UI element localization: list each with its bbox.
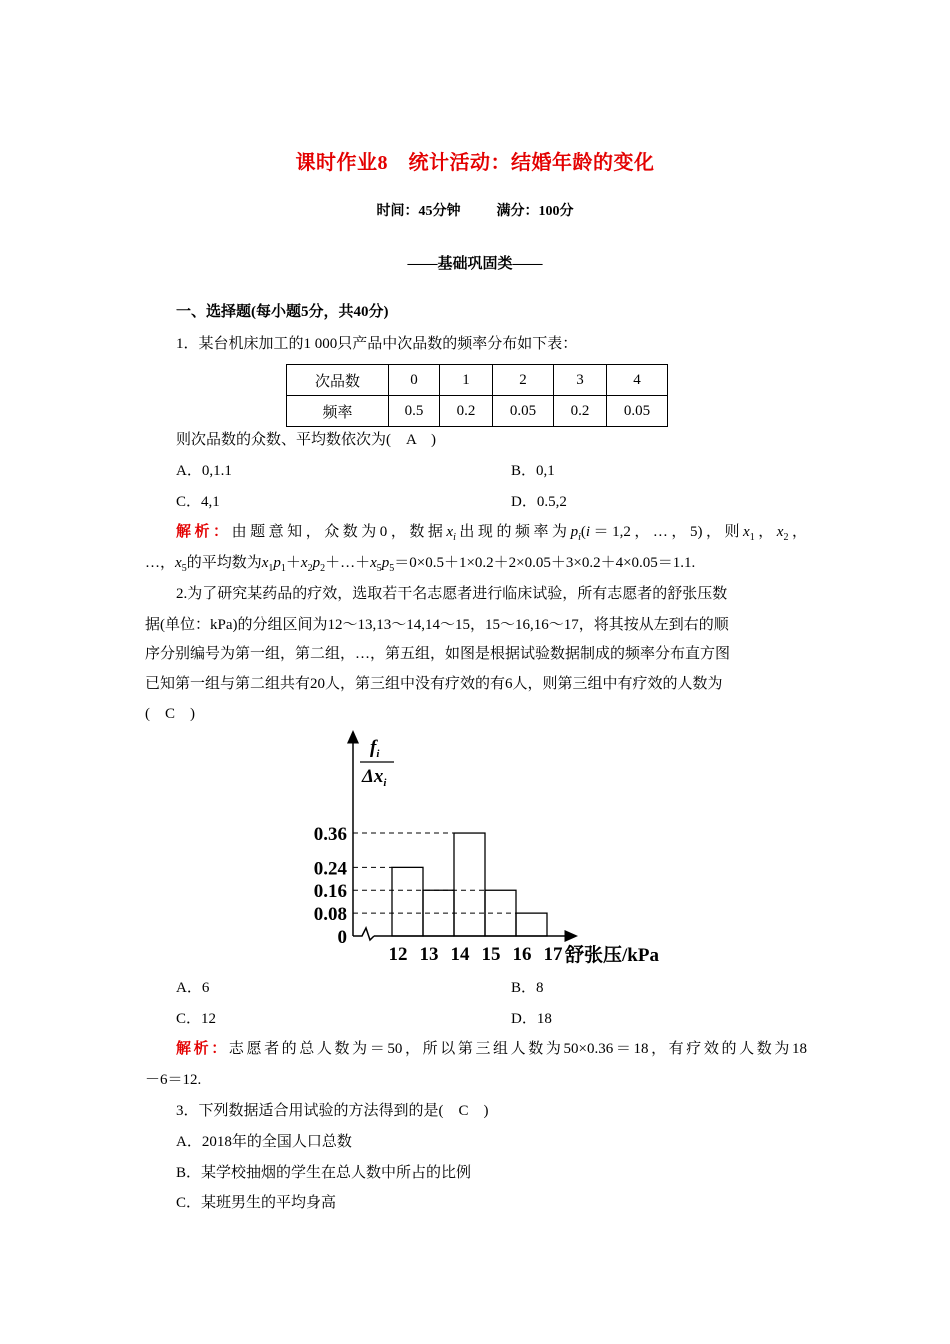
table-cell: 0.05 [607, 396, 668, 427]
q2-line1: 2.为了研究某药品的疗效，选取若干名志愿者进行临床试验，所有志愿者的舒张压数 [176, 586, 728, 602]
math-sub: 5 [376, 563, 382, 574]
histogram-bar [392, 867, 423, 936]
grid-lines [353, 833, 516, 913]
category-heading: ——基础巩固类—— [407, 256, 543, 272]
q1-option-d: D．0.5,2 [511, 494, 567, 510]
y-label-numerator: $f_i$ [370, 737, 380, 760]
q1-option-b: B．0,1 [511, 463, 555, 479]
y-tick-label: 0.24 [313, 858, 347, 880]
x-tick-labels [389, 944, 564, 965]
math-var: x [370, 555, 377, 571]
math-sub: 2 [320, 563, 326, 574]
table-cell: 0.5 [389, 396, 440, 427]
y-tick-label: 0.16 [313, 881, 347, 903]
analysis-text: …， [145, 555, 176, 571]
q3-option-c: C．某班男生的平均身高 [176, 1195, 337, 1211]
q2-analysis-line2: －6＝12. [145, 1072, 202, 1088]
full-score: 满分：100分 [496, 204, 574, 219]
x-tick-label: 14 [450, 944, 470, 965]
y-label-denominator: $\Delta x_i$ [362, 766, 387, 789]
q2-option-b: B．8 [511, 980, 544, 996]
q1-stem: 1．某台机床加工的1 000只产品中次品数的频率分布如下表： [176, 336, 578, 352]
analysis-text: ( [580, 524, 586, 540]
math-var: x [300, 555, 308, 571]
analysis-text: ， [788, 524, 807, 540]
analysis-label: 解析： [176, 524, 232, 540]
q2-option-c: C．12 [176, 1011, 217, 1027]
table-cell: 0.2 [440, 396, 493, 427]
analysis-text: ＝0×0.5＋1×0.2＋2×0.05＋3×0.2＋4×0.05＝1.1. [394, 555, 696, 571]
x-axis-label: 舒张压/kPa [565, 945, 659, 966]
time-limit: 时间：45分钟 [376, 204, 461, 219]
table-cell: 0.2 [554, 396, 607, 427]
math-var: p [273, 555, 281, 571]
math-sub: i [453, 532, 456, 543]
frequency-histogram [290, 728, 690, 973]
math-var: p [381, 555, 390, 571]
analysis-text: 出现的频率为 [455, 524, 571, 540]
exam-meta [0, 200, 950, 220]
table-cell: 4 [607, 365, 668, 396]
math-var: x [743, 524, 750, 540]
table-cell: 频率 [287, 396, 389, 427]
x-tick-label: 16 [512, 944, 532, 965]
analysis-text: ＋ [285, 555, 301, 571]
table-cell: 2 [493, 365, 554, 396]
q1-analysis-line1 [176, 523, 807, 547]
q1-option-a: A．0,1.1 [176, 463, 232, 479]
table-cell: 0 [389, 365, 440, 396]
q3-option-b: B．某学校抽烟的学生在总人数中所占的比例 [176, 1165, 472, 1181]
math-sub: i [578, 532, 581, 543]
q2-option-a: A．6 [176, 980, 210, 996]
q2-line5: ( C ) [145, 706, 195, 722]
math-sub: 5 [181, 563, 187, 574]
q2-option-d: D．18 [511, 1011, 552, 1027]
analysis-label: 解析： [176, 1041, 229, 1057]
q2-analysis-line1 [176, 1040, 807, 1058]
histogram-bar [516, 913, 547, 936]
math-sub: 1 [280, 563, 286, 574]
analysis-text: 志愿者的总人数为＝50，所以第三组人数为50×0.36＝18，有疗效的人数为18 [228, 1041, 807, 1057]
analysis-text: ＝1,2，…，5)，则 [590, 524, 744, 540]
x-tick-label: 17 [543, 944, 563, 965]
math-sub: 1 [749, 532, 755, 543]
table-cell: 3 [554, 365, 607, 396]
math-var: x [776, 524, 784, 540]
q1-option-c: C．4,1 [176, 494, 220, 510]
y-tick-label: 0.36 [313, 824, 347, 846]
q2-line2: 据(单位：kPa)的分组区间为12～13,13～14,14～15，15～16,16～17，将其按从左到右的顺 [145, 617, 729, 633]
table-row [287, 365, 668, 396]
math-sub: 2 [307, 563, 313, 574]
table-cell: 0.05 [493, 396, 554, 427]
math-sub: 5 [389, 563, 395, 574]
analysis-text: 由题意知，众数为0，数据 [231, 524, 447, 540]
analysis-text: ＋…＋ [325, 555, 371, 571]
y-tick-labels [314, 824, 348, 948]
x-tick-label: 15 [481, 944, 501, 965]
y-tick-label: 0 [337, 927, 347, 948]
bars [392, 833, 547, 936]
q2-line4: 已知第一组与第二组共有20人，第三组中没有疗效的有6人，则第三组中有疗效的人数为 [145, 676, 723, 692]
q1-analysis-line2 [145, 554, 695, 578]
q1-prompt: 则次品数的众数、平均数依次为( A ) [176, 432, 436, 448]
page-title: 课时作业8 统计活动：结婚年龄的变化 [295, 152, 655, 174]
histogram-bar [454, 833, 485, 936]
math-var: x [446, 524, 454, 540]
math-sub: 1 [268, 563, 274, 574]
q3-option-a: A．2018年的全国人口总数 [176, 1134, 352, 1150]
frequency-table [286, 364, 668, 427]
table-row [287, 396, 668, 427]
math-var: i [585, 524, 591, 540]
x-tick-label: 12 [388, 944, 408, 965]
table-cell: 1 [440, 365, 493, 396]
q3-stem: 3．下列数据适合用试验的方法得到的是( C ) [176, 1103, 489, 1119]
math-sub: 2 [783, 532, 789, 543]
axis-break [353, 928, 374, 940]
q2-line3: 序分别编号为第一组，第二组，…，第五组，如图是根据试验数据制成的频率分布直方图 [145, 646, 731, 662]
analysis-text: ， [754, 524, 777, 540]
table-cell: 次品数 [287, 365, 389, 396]
section-heading: 一、选择题(每小题5分，共40分) [176, 304, 389, 320]
x-tick-label: 13 [419, 944, 439, 965]
math-var: p [312, 555, 321, 571]
y-tick-label: 0.08 [313, 904, 347, 926]
math-var: x [175, 555, 182, 571]
math-var: p [570, 524, 579, 540]
math-var: x [261, 555, 269, 571]
analysis-text: 的平均数为 [186, 555, 262, 571]
